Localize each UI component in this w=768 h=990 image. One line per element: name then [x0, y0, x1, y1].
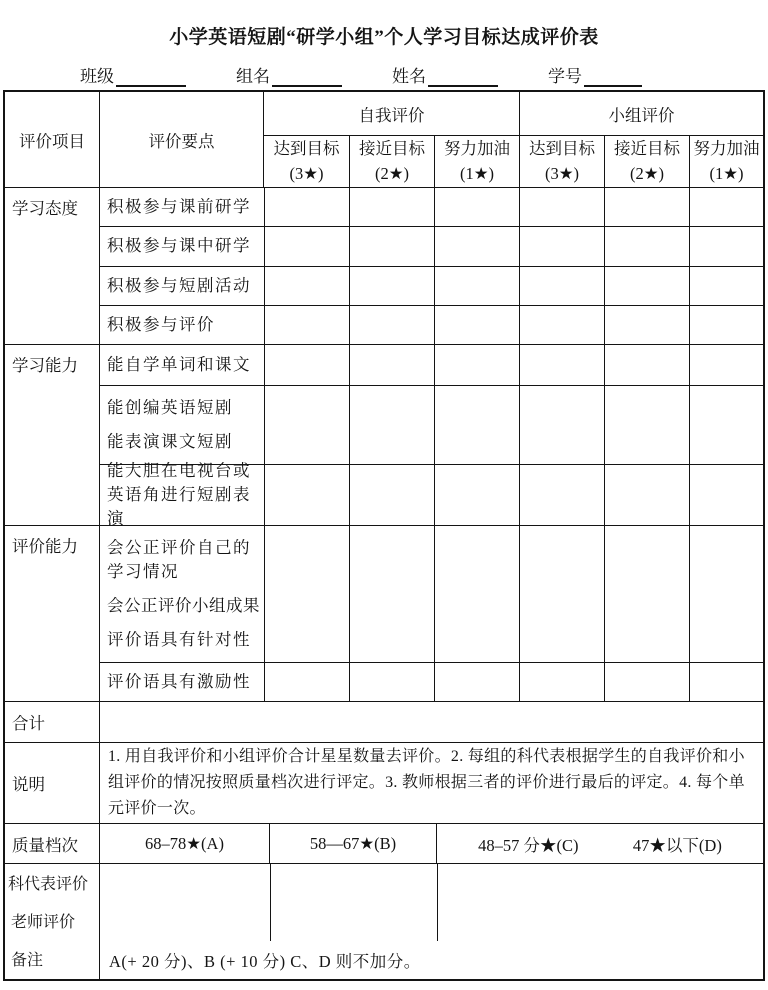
level-stars: (2★) [374, 163, 410, 183]
level-name: 达到目标 [273, 138, 340, 158]
score-cell [434, 386, 519, 464]
level-stars: (2★) [629, 163, 665, 183]
score-cell [519, 227, 604, 266]
field-student-id-blank [584, 70, 642, 87]
review-cell [100, 864, 270, 941]
score-cell [604, 267, 689, 306]
section-label: 评价能力 [12, 537, 78, 556]
bottom-content [99, 864, 763, 979]
criterion-row [100, 305, 763, 344]
score-cell [264, 345, 349, 385]
field-group-label: 组名 [236, 67, 270, 86]
info-fields [0, 62, 768, 87]
grade-a-cell: 68–78★(A) [99, 824, 269, 863]
criterion-cell [100, 386, 264, 464]
field-student-id [548, 62, 642, 87]
score-cell [604, 188, 689, 226]
score-cell [519, 526, 604, 662]
total-label: 合计 [12, 714, 45, 733]
score-cell [434, 306, 519, 344]
grade-label: 质量档次 [12, 835, 78, 855]
criterion-cell [100, 345, 264, 385]
criterion-cell [100, 306, 264, 344]
criterion-row [100, 526, 763, 662]
criterion-text: 能表演课文短剧 [107, 431, 233, 451]
score-cell [264, 306, 349, 344]
score-cell [519, 188, 604, 226]
score-cell [264, 227, 349, 266]
grade-c-text: 48–57 分★(C) [478, 835, 579, 855]
bottom-labels [5, 864, 99, 979]
criterion-row [100, 662, 763, 701]
score-cell [519, 663, 604, 701]
page-title: 小学英语短剧“研学小组”个人学习目标达成评价表 [169, 27, 599, 48]
score-cell [689, 267, 763, 306]
level-stars: (1★) [459, 163, 495, 183]
field-student-id-label: 学号 [548, 67, 582, 86]
score-cell [604, 663, 689, 701]
remark-label: 备注 [11, 952, 44, 969]
level-name: 接近目标 [614, 138, 680, 158]
criterion-text: 积极参与课前研学 [107, 196, 251, 216]
criterion-text: 会公正评价小组成果 [107, 596, 260, 616]
score-cell [519, 386, 604, 464]
score-cell [349, 306, 434, 344]
criterion-row [100, 188, 763, 226]
field-name-blank [428, 70, 498, 87]
score-cell [349, 345, 434, 385]
section-ability [5, 344, 763, 528]
score-cell [604, 465, 689, 525]
level-header-cell [689, 136, 763, 187]
criterion-cell [100, 188, 264, 226]
score-cell [434, 227, 519, 266]
score-cell [264, 386, 349, 464]
criterion-row [100, 266, 763, 306]
level-stars: (1★) [709, 163, 744, 183]
score-cell [349, 386, 434, 464]
header-group-cell: 小组评价 [519, 92, 763, 135]
criterion-row [100, 461, 763, 528]
criterion-text: 评价语具有针对性 [107, 630, 251, 650]
header-item-cell: 评价项目 [19, 131, 85, 151]
total-value-cell [99, 702, 763, 742]
grade-row [5, 823, 763, 863]
field-name [392, 62, 498, 87]
score-cell [349, 267, 434, 306]
section-label: 学习能力 [12, 356, 78, 375]
score-cell [689, 227, 763, 266]
criterion-cell [100, 526, 264, 662]
header-right [263, 92, 763, 187]
score-cell [349, 465, 434, 525]
notes-row [5, 742, 763, 823]
score-cell [434, 526, 519, 662]
score-cell [349, 188, 434, 226]
score-cell [434, 345, 519, 385]
score-cell [689, 526, 763, 662]
level-name: 达到目标 [529, 138, 595, 158]
level-header-cell [519, 136, 604, 187]
notes-text: 1. 用自我评价和小组评价合计星星数量去评价。2. 每组的科代表根据学生的自我评价和小组评价的情况按照质量档次进行评定。3. 教师根据三者的评价进行最后的评定。4. 每个单元评价一次。 [99, 743, 763, 823]
table-header [5, 92, 763, 187]
score-cell [689, 663, 763, 701]
score-cell [264, 267, 349, 306]
score-cell [519, 306, 604, 344]
level-header-cell [434, 136, 519, 187]
criterion-text: 能大胆在电视台或英语角进行短剧表演 [107, 461, 251, 528]
criterion-text: 能创编英语短剧 [107, 397, 233, 417]
score-cell [349, 227, 434, 266]
criterion-cell [100, 461, 264, 528]
criterion-cell [100, 267, 264, 306]
score-cell [434, 267, 519, 306]
score-cell [519, 465, 604, 525]
total-row [5, 701, 763, 742]
criterion-row [100, 385, 763, 464]
criterion-cell [100, 227, 264, 266]
score-cell [264, 526, 349, 662]
criterion-text: 积极参与课中研学 [107, 236, 251, 256]
criterion-cell [100, 663, 264, 701]
teacher-review-label: 老师评价 [11, 914, 76, 931]
level-header-cell [264, 136, 349, 187]
criterion-text: 评价语具有激励性 [107, 672, 251, 692]
section-evaluation [5, 525, 763, 701]
score-cell [604, 306, 689, 344]
score-cell [689, 345, 763, 385]
score-cell [434, 663, 519, 701]
field-class-blank [116, 70, 186, 87]
score-cell [604, 345, 689, 385]
header-points-cell: 评价要点 [99, 92, 263, 187]
field-class [80, 62, 186, 87]
criterion-text: 会公正评价自己的学习情况 [107, 538, 251, 582]
review-cells-row [100, 864, 763, 941]
level-stars: (3★) [544, 163, 580, 183]
field-group-blank [272, 70, 342, 87]
criterion-text: 积极参与评价 [107, 315, 215, 335]
field-name-label: 姓名 [392, 67, 426, 86]
level-name: 努力加油 [444, 138, 510, 158]
review-cell [270, 864, 437, 941]
review-remark-block [5, 863, 763, 979]
score-cell [604, 386, 689, 464]
level-stars: (3★) [289, 163, 324, 183]
score-cell [519, 267, 604, 306]
section-attitude [5, 187, 763, 344]
evaluation-table [3, 90, 765, 981]
level-name: 接近目标 [359, 138, 425, 158]
score-cell [604, 526, 689, 662]
score-cell [264, 188, 349, 226]
field-class-label: 班级 [80, 67, 114, 86]
field-group [236, 62, 342, 87]
score-cell [264, 465, 349, 525]
criterion-text: 积极参与短剧活动 [107, 275, 251, 295]
rep-review-label: 科代表评价 [8, 876, 89, 893]
score-cell [519, 345, 604, 385]
header-self-cell: 自我评价 [358, 105, 425, 125]
score-cell [689, 386, 763, 464]
level-name: 努力加油 [693, 138, 760, 158]
grade-d-text: 47★以下(D) [632, 835, 722, 855]
score-cell [434, 465, 519, 525]
score-cell [689, 188, 763, 226]
score-cell [349, 663, 434, 701]
score-cell [689, 306, 763, 344]
grade-cd-cell [436, 824, 763, 863]
grade-b-cell: 58—67★(B) [269, 824, 436, 863]
score-cell [689, 465, 763, 525]
section-label: 学习态度 [12, 199, 78, 218]
remark-text: A(+ 20 分)、B (+ 10 分) C、D 则不加分。 [109, 952, 421, 971]
score-cell [604, 227, 689, 266]
score-cell [264, 663, 349, 701]
score-cell [434, 188, 519, 226]
score-cell [349, 526, 434, 662]
level-header-cell [349, 136, 434, 187]
notes-label: 说明 [12, 775, 45, 794]
criterion-row [100, 345, 763, 385]
criterion-text: 能自学单词和课文 [107, 354, 251, 374]
review-cell [437, 864, 763, 941]
criterion-row [100, 226, 763, 266]
level-header-cell [604, 136, 689, 187]
